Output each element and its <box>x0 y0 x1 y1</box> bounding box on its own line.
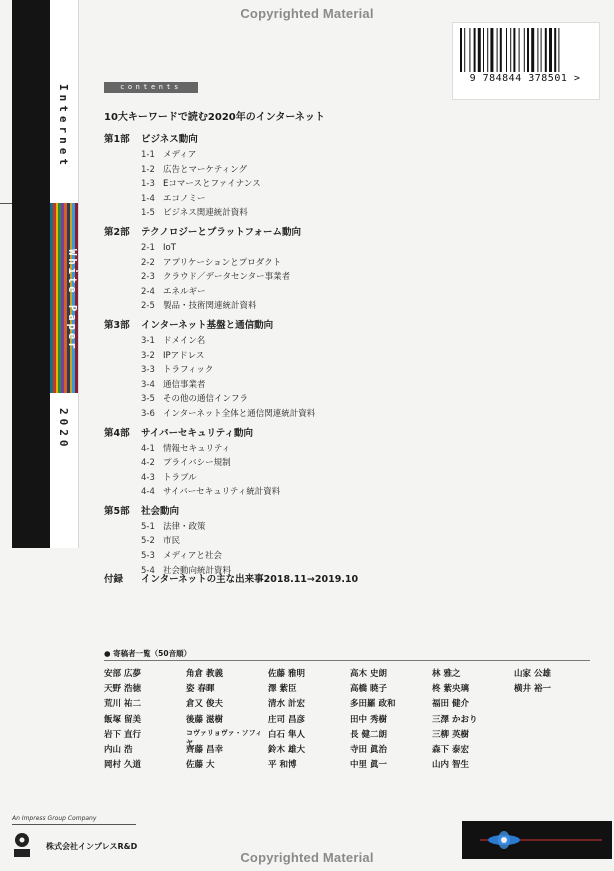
toc-item-number: 2-1 <box>141 242 155 253</box>
contributor-name: 白石 隼人 <box>268 729 305 740</box>
contributor-name <box>514 758 594 773</box>
copyright-watermark-top: Copyrighted Material <box>240 6 374 21</box>
contributor-name <box>514 743 594 758</box>
toc-item-title: エコノミー <box>163 193 206 204</box>
toc-item-number: 1-2 <box>141 164 155 175</box>
toc-item-number: 3-2 <box>141 350 155 361</box>
contributor-name: 中里 眞一 <box>350 760 387 771</box>
contributor-name: 柊 紫央璃 <box>432 684 469 695</box>
toc-item-number: 2-4 <box>141 286 155 297</box>
toc-item-number: 1-3 <box>141 179 155 190</box>
toc-part-number: 第3部 <box>104 319 130 331</box>
contributor-name: 長 健二朗 <box>350 729 387 740</box>
group-label: An Impress Group Company <box>12 815 97 822</box>
toc-item-title: IoT <box>163 242 176 253</box>
contributor-name <box>514 713 594 728</box>
contributor-name: 角倉 教義 <box>186 669 223 679</box>
contributor-name <box>514 697 594 712</box>
contributors-title: ● 寄稿者一覧（50音順） <box>104 649 192 658</box>
toc-item-number: 1-1 <box>141 150 155 160</box>
toc-part-number: 第2部 <box>104 226 130 238</box>
toc-item-title: 製品・技術関連統計資料 <box>163 301 257 312</box>
contributor-name: コヴァリョヴァ・ソフィヤ <box>186 728 263 747</box>
toc-item <box>104 520 434 535</box>
toc-item-title: ビジネス関連統計資料 <box>163 208 248 219</box>
toc-item <box>104 163 434 178</box>
contributor-name: 後藤 滋樹 <box>186 714 223 725</box>
toc-item-title: インターネット全体と通信関連統計資料 <box>163 408 316 419</box>
toc-item-number: 3-3 <box>141 365 155 376</box>
spine-black-band <box>12 0 50 548</box>
toc-part-title: 社会動向 <box>141 505 180 517</box>
contributor-name: 多田羅 政和 <box>350 699 396 710</box>
spine-year: 2020 <box>57 408 70 451</box>
toc-item <box>104 363 434 378</box>
contributors-grid <box>104 667 594 773</box>
table-of-contents <box>104 132 434 582</box>
spine-title-stripe: White Paper <box>66 248 78 352</box>
toc-item-number: 3-6 <box>141 408 155 419</box>
toc-item-title: トラブル <box>163 472 197 483</box>
toc-item-number: 2-5 <box>141 301 155 312</box>
contributor-name: 岩下 直行 <box>104 729 141 740</box>
contributor-name: 安部 広夢 <box>104 669 141 679</box>
contributor-name: 三澤 かおり <box>432 714 478 725</box>
toc-item-number: 4-4 <box>141 487 155 498</box>
toc-item <box>104 241 434 256</box>
contributor-name: 寺田 眞治 <box>350 744 387 755</box>
contributor-name: 齊藤 昌幸 <box>186 744 223 755</box>
intro-heading: 10大キーワードで読む2020年のインターネット <box>104 112 325 123</box>
contributor-name: 佐藤 大 <box>186 760 215 771</box>
toc-part-title: テクノロジーとプラットフォーム動向 <box>141 226 301 238</box>
toc-item-number: 5-2 <box>141 536 155 547</box>
toc-item <box>104 334 434 349</box>
toc-part-number: 第5部 <box>104 505 130 517</box>
contributor-name: 内山 浩 <box>104 744 133 755</box>
toc-item-title: IPアドレス <box>163 350 205 361</box>
toc-item-number: 4-2 <box>141 458 155 469</box>
toc-item-title: 情報セキュリティ <box>163 443 231 454</box>
spine-title-top: Internet <box>57 84 70 169</box>
contributor-name: 林 雅之 <box>432 669 461 679</box>
toc-item <box>104 392 434 407</box>
contributor-name: 庄司 昌彦 <box>268 714 305 725</box>
contributor-name: 荒川 祐二 <box>104 699 141 710</box>
toc-item-number: 3-4 <box>141 379 155 390</box>
toc-item <box>104 456 434 471</box>
toc-part <box>104 504 434 520</box>
toc-item <box>104 407 434 422</box>
toc-part-title: ビジネス動向 <box>141 134 198 145</box>
toc-item-title: サイバーセキュリティ統計資料 <box>163 487 281 498</box>
contributor-name: 岡村 久道 <box>104 760 141 771</box>
publisher-name: 株式会社インプレスR&D <box>46 842 138 851</box>
toc-part <box>104 318 434 334</box>
toc-item-title: 通信事業者 <box>163 379 206 390</box>
toc-item <box>104 285 434 300</box>
toc-part-title: インターネット基盤と通信動向 <box>141 319 274 331</box>
toc-item <box>104 270 434 285</box>
toc-item-title: 法律・政策 <box>163 521 206 532</box>
toc-part <box>104 225 434 241</box>
toc-item-title: 市民 <box>163 536 181 547</box>
toc-item <box>104 471 434 486</box>
appendix <box>104 571 358 585</box>
contributor-name: 福田 健介 <box>432 699 469 710</box>
toc-item-title: クラウド／データセンター事業者 <box>163 272 291 283</box>
contributor-name: 飯塚 留美 <box>104 714 141 725</box>
contributor-name: 倉又 俊夫 <box>186 699 223 710</box>
contributor-name: 三柳 英樹 <box>432 729 469 740</box>
toc-item-title: ドメイン名 <box>163 335 206 346</box>
toc-item <box>104 177 434 192</box>
toc-item <box>104 192 434 207</box>
contents-label: contents <box>104 82 198 93</box>
contributor-name: 田中 秀樹 <box>350 714 387 725</box>
toc-item-title: メディアと社会 <box>163 551 222 562</box>
toc-item <box>104 148 434 163</box>
contributor-name: 平 和博 <box>268 760 297 771</box>
contributor-name: 山内 智生 <box>432 760 469 771</box>
toc-item-title: プライバシー規制 <box>163 458 231 469</box>
barcode-number: 9 784844 378501 > <box>469 73 581 84</box>
contributor-name: 高木 史朗 <box>350 669 387 679</box>
toc-part <box>104 132 434 148</box>
toc-item <box>104 206 434 221</box>
toc-item-number: 3-5 <box>141 394 155 405</box>
toc-item-number: 3-1 <box>141 335 155 346</box>
toc-item-title: メディア <box>163 150 197 160</box>
toc-item-number: 1-5 <box>141 208 155 219</box>
toc-item <box>104 549 434 564</box>
toc-part-number: 第1部 <box>104 134 130 145</box>
contributor-name: 天野 浩徳 <box>104 684 141 695</box>
toc-item-number: 5-4 <box>141 565 155 576</box>
spine-divider <box>0 203 12 204</box>
toc-item <box>104 349 434 364</box>
contributor-name: 横井 裕一 <box>514 684 551 695</box>
contributor-name <box>514 728 594 743</box>
toc-item-number: 5-3 <box>141 551 155 562</box>
barcode-bars <box>460 28 588 72</box>
appendix-title: インターネットの主な出来事2018.11→2019.10 <box>141 574 359 585</box>
contributor-name: 澤 紫臣 <box>268 684 297 695</box>
imprint-divider <box>12 824 136 825</box>
toc-item <box>104 534 434 549</box>
toc-item-number: 4-3 <box>141 472 155 483</box>
contributor-name: 山家 公雄 <box>514 669 551 679</box>
toc-item-title: 広告とマーケティング <box>163 164 247 175</box>
contributor-name: 姿 春暉 <box>186 684 215 695</box>
toc-item-title: エネルギー <box>163 286 206 297</box>
toc-item <box>104 256 434 271</box>
contributor-name: 佐藤 雅明 <box>268 669 305 679</box>
contributor-name: 鈴木 雄大 <box>268 744 305 755</box>
toc-item-title: アプリケーションとプロダクト <box>163 257 282 268</box>
contributor-name: 高橋 暁子 <box>350 684 387 695</box>
toc-item-title: トラフィック <box>163 365 214 376</box>
copyright-watermark-bottom: Copyrighted Material <box>240 850 374 865</box>
toc-item-number: 2-3 <box>141 272 155 283</box>
toc-item <box>104 299 434 314</box>
toc-item-number: 4-1 <box>141 443 155 454</box>
contributor-name: 森下 泰宏 <box>432 744 469 755</box>
toc-part-number: 第4部 <box>104 427 130 439</box>
toc-item <box>104 378 434 393</box>
toc-item-title: 社会動向統計資料 <box>163 565 232 576</box>
toc-item-number: 5-1 <box>141 521 155 532</box>
toc-part <box>104 426 434 442</box>
contributors-divider <box>104 660 590 661</box>
toc-part-title: サイバーセキュリティ動向 <box>141 427 254 439</box>
toc-item <box>104 485 434 500</box>
toc-item <box>104 442 434 457</box>
toc-item-number: 1-4 <box>141 193 155 204</box>
toc-item-title: その他の通信インフラ <box>163 394 249 405</box>
toc-item-title: Eコマースとファイナンス <box>163 179 261 190</box>
appendix-label: 付録 <box>104 574 124 585</box>
contributor-name: 清水 計宏 <box>268 699 305 710</box>
toc-item-number: 2-2 <box>141 257 155 268</box>
